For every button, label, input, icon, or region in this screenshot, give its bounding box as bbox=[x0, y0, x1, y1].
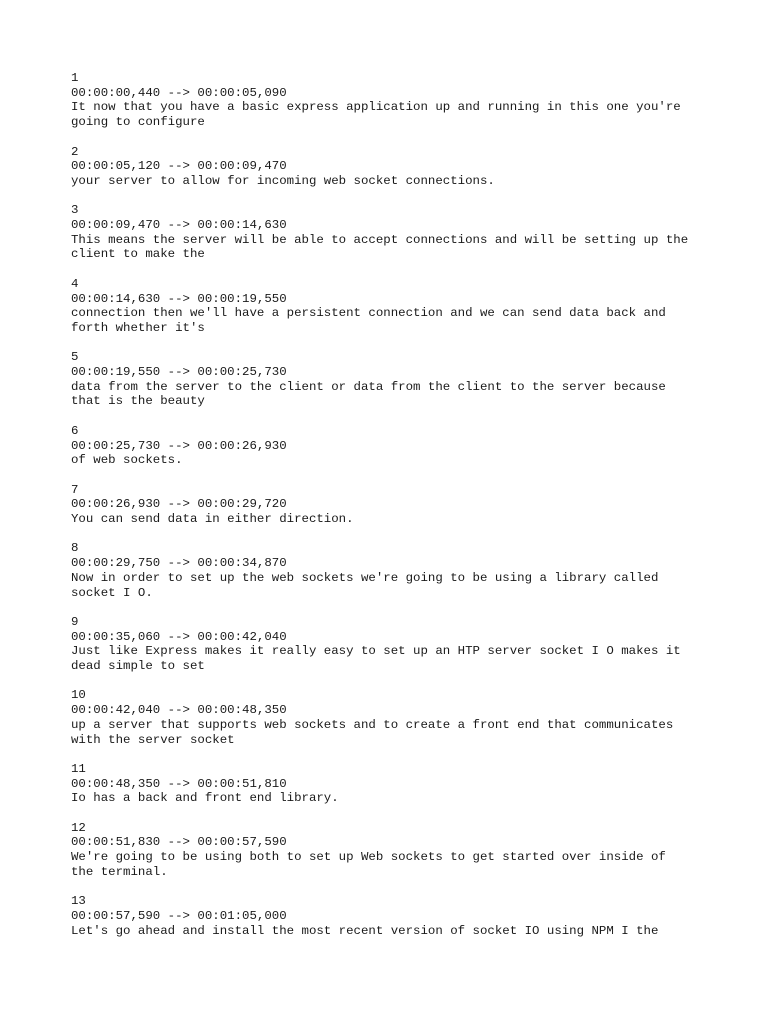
subtitle-cue bbox=[71, 762, 731, 806]
subtitle-cue bbox=[71, 483, 731, 527]
cue-text-line: forth whether it's bbox=[71, 320, 205, 335]
subtitle-cue bbox=[71, 145, 731, 189]
cue-index: 12 bbox=[71, 820, 86, 835]
cue-index: 9 bbox=[71, 614, 79, 629]
cue-timing: 00:00:25,730 --> 00:00:26,930 bbox=[71, 438, 287, 453]
cue-text-line: your server to allow for incoming web socket connections. bbox=[71, 173, 495, 188]
cue-text-line: Let's go ahead and install the most recent version of socket IO using NPM I the bbox=[71, 923, 659, 938]
cue-timing: 00:00:05,120 --> 00:00:09,470 bbox=[71, 159, 287, 174]
subtitle-cue bbox=[71, 71, 731, 130]
cue-text-line: Just like Express makes it really easy to set up an HTP server socket I O makes it bbox=[71, 644, 681, 659]
cue-timing: 00:00:14,630 --> 00:00:19,550 bbox=[71, 291, 287, 306]
subtitle-cue bbox=[71, 894, 731, 938]
cue-text-line: dead simple to set bbox=[71, 659, 205, 673]
cue-timing: 00:00:57,590 --> 00:01:05,000 bbox=[71, 908, 287, 923]
cue-index: 8 bbox=[71, 541, 79, 556]
cue-timing: 00:00:09,470 --> 00:00:14,630 bbox=[71, 218, 287, 232]
cue-timing: 00:00:35,060 --> 00:00:42,040 bbox=[71, 629, 287, 644]
cue-index: 2 bbox=[71, 144, 79, 159]
subtitle-cue bbox=[71, 277, 731, 336]
cue-index: 10 bbox=[71, 688, 86, 703]
cue-text-line: up a server that supports web sockets and to create a front end that communicates bbox=[71, 717, 674, 732]
cue-index: 13 bbox=[71, 894, 86, 909]
cue-text-line: of web sockets. bbox=[71, 453, 183, 468]
cue-index: 7 bbox=[71, 482, 79, 497]
cue-index: 6 bbox=[71, 423, 79, 438]
cue-text-line: data from the server to the client or data from the client to the server because bbox=[71, 379, 666, 394]
cue-text-line: the terminal. bbox=[71, 864, 168, 879]
cue-timing: 00:00:29,750 --> 00:00:34,870 bbox=[71, 556, 287, 571]
cue-text-line: It now that you have a basic express application up and running in this one you're bbox=[71, 100, 681, 115]
subtitle-cue bbox=[71, 541, 731, 600]
cue-text-line: Now in order to set up the web sockets we're going to be using a library called bbox=[71, 570, 659, 585]
subtitle-cue bbox=[71, 688, 731, 747]
cue-text-line: This means the server will be able to accept connections and will be setting up the bbox=[71, 232, 689, 247]
cue-timing: 00:00:51,830 --> 00:00:57,590 bbox=[71, 835, 287, 850]
subtitle-document bbox=[71, 71, 731, 953]
cue-index: 3 bbox=[71, 203, 79, 218]
cue-text-line: Io has a back and front end library. bbox=[71, 791, 339, 806]
cue-text-line: We're going to be using both to set up Web sockets to get started over inside of bbox=[71, 850, 666, 865]
subtitle-cue bbox=[71, 821, 731, 880]
cue-index: 11 bbox=[71, 761, 86, 776]
cue-text-line: that is the beauty bbox=[71, 394, 205, 409]
cue-index: 5 bbox=[71, 350, 79, 365]
cue-text-line: connection then we'll have a persistent connection and we can send data back and bbox=[71, 306, 666, 321]
cue-text-line: socket I O. bbox=[71, 585, 153, 600]
cue-text-line: client to make the bbox=[71, 247, 205, 262]
cue-timing: 00:00:48,350 --> 00:00:51,810 bbox=[71, 776, 287, 791]
cue-text-line: with the server socket bbox=[71, 732, 235, 747]
cue-timing: 00:00:19,550 --> 00:00:25,730 bbox=[71, 365, 287, 379]
cue-timing: 00:00:42,040 --> 00:00:48,350 bbox=[71, 703, 287, 718]
cue-text-line: You can send data in either direction. bbox=[71, 512, 354, 526]
subtitle-cue bbox=[71, 203, 731, 262]
subtitle-cue bbox=[71, 424, 731, 468]
cue-timing: 00:00:26,930 --> 00:00:29,720 bbox=[71, 497, 287, 512]
subtitle-cue bbox=[71, 615, 731, 674]
cue-index: 1 bbox=[71, 71, 79, 85]
subtitle-cue bbox=[71, 350, 731, 409]
cue-index: 4 bbox=[71, 276, 79, 291]
cue-timing: 00:00:00,440 --> 00:00:05,090 bbox=[71, 85, 287, 100]
cue-text-line: going to configure bbox=[71, 115, 205, 130]
